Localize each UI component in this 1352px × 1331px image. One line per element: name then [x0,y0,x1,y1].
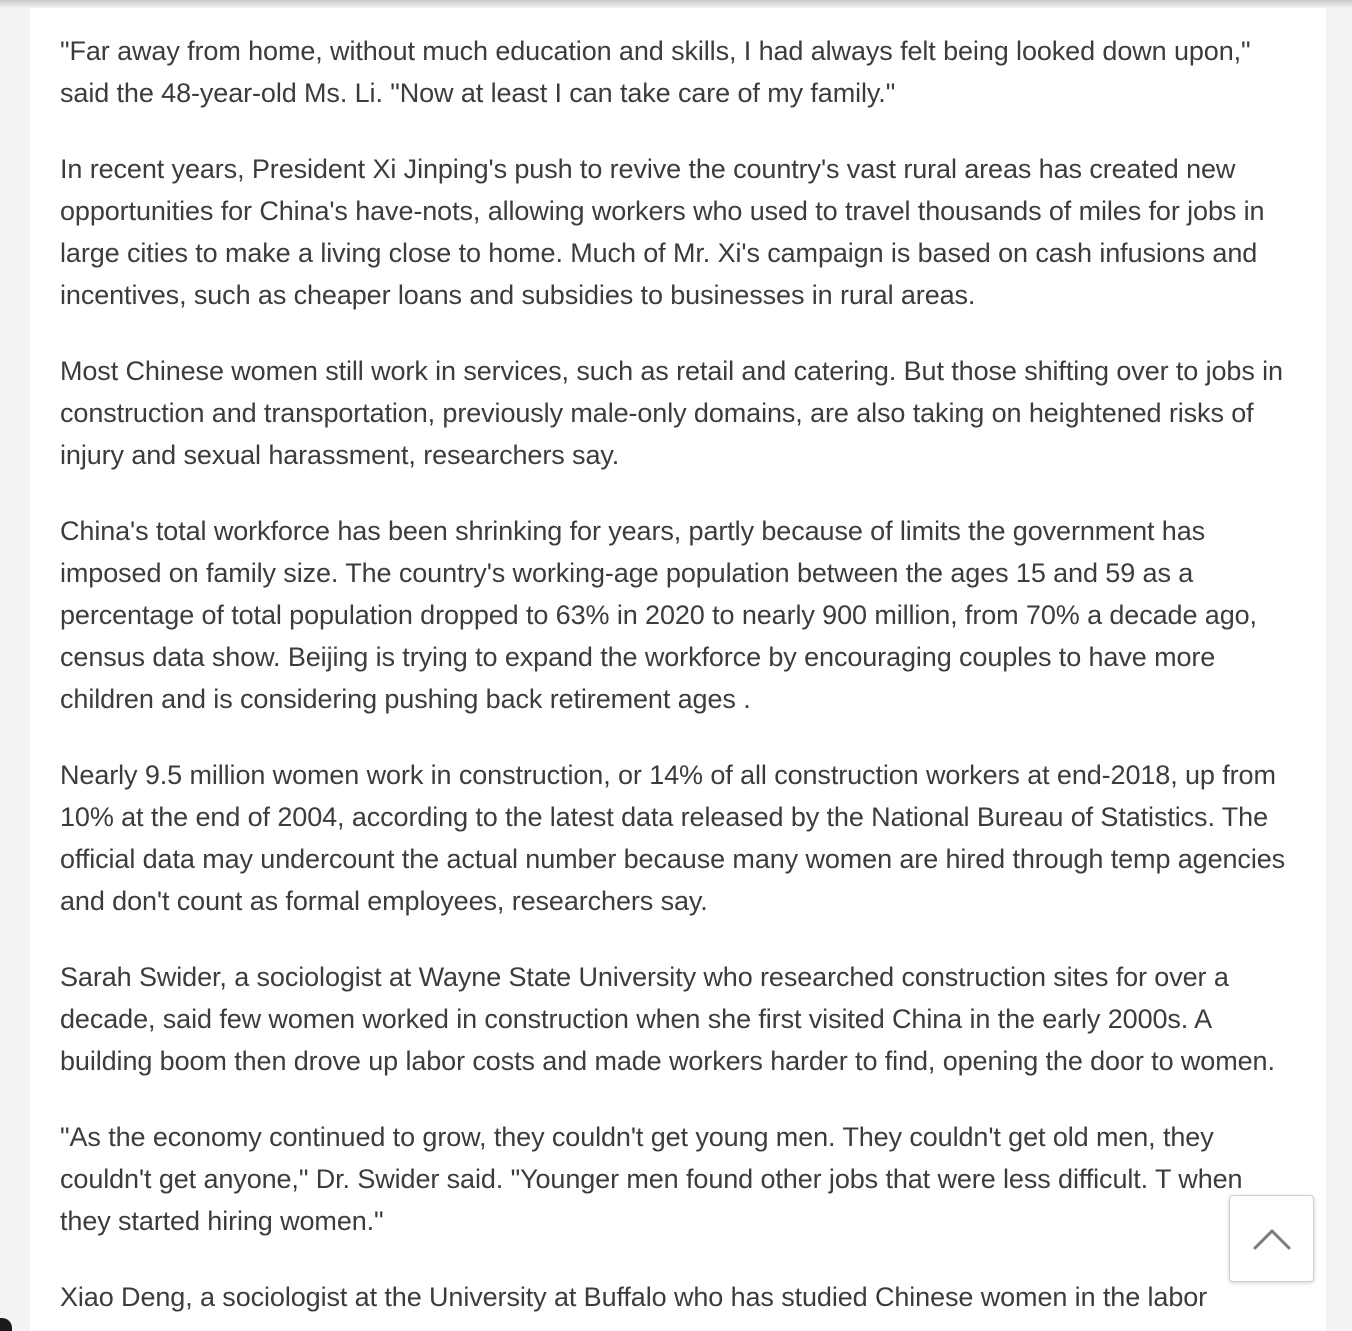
article-paragraph: In recent years, President Xi Jinping's push to revive the country's vast rural areas has created new opportunities for China's have-nots, allowing workers who used to travel thousands of miles for jobs in large cities to make a living close to home. Much of Mr. Xi's campaign is based on cash infusions and incentives, such as cheaper loans and subsidies to businesses in rural areas. [60,154,1265,310]
top-bar-shadow [0,0,1352,8]
back-to-top-button[interactable] [1229,1195,1314,1282]
article-container [30,8,1326,1331]
article-paragraph: Xiao Deng, a sociologist at the University at Buffalo who has studied Chinese women in the labor [60,1282,1208,1312]
article-paragraph: Sarah Swider, a sociologist at Wayne State University who researched construction sites for over a decade, said few women worked in construction when she first visited China in the early 2000s. A building boom then drove up labor costs and made workers harder to find, opening the door to women. [60,962,1275,1076]
article-paragraph: "As the economy continued to grow, they couldn't get young men. They couldn't get old men, they couldn't get anyone," Dr. Swider said. "Younger men found other jobs that were less difficult. T when they started hiring women." [60,1122,1243,1236]
article-paragraph: Most Chinese women still work in services, such as retail and catering. But those shifting over to jobs in construction and transportation, previously male-only domains, are also taking on heightened risks of injury and sexual harassment, researchers say. [60,356,1283,470]
article-body [60,30,1300,1331]
article-paragraph: China's total workforce has been shrinking for years, partly because of limits the government has imposed on family size. The country's working-age population between the ages 15 and 59 as a percentage of total population dropped to 63% in 2020 to nearly 900 million, from 70% a decade ago, census data show. Beijing is trying to expand the workforce by encouraging couples to have more children and is considering pushing back retirement ages . [60,516,1257,714]
article-paragraph: Nearly 9.5 million women work in construction, or 14% of all construction workers at end-2018, up from 10% at the end of 2004, according to the latest data released by the National Bureau of Statistics. The official data may undercount the actual number because many women are hired through temp agencies and don't count as formal employees, researchers say. [60,760,1286,916]
window-corner [0,1318,12,1331]
chevron-up-icon [1252,1227,1292,1251]
article-paragraph: "Far away from home, without much education and skills, I had always felt being looked down upon," said the 48-year-old Ms. Li. "Now at least I can take care of my family." [60,36,1251,108]
